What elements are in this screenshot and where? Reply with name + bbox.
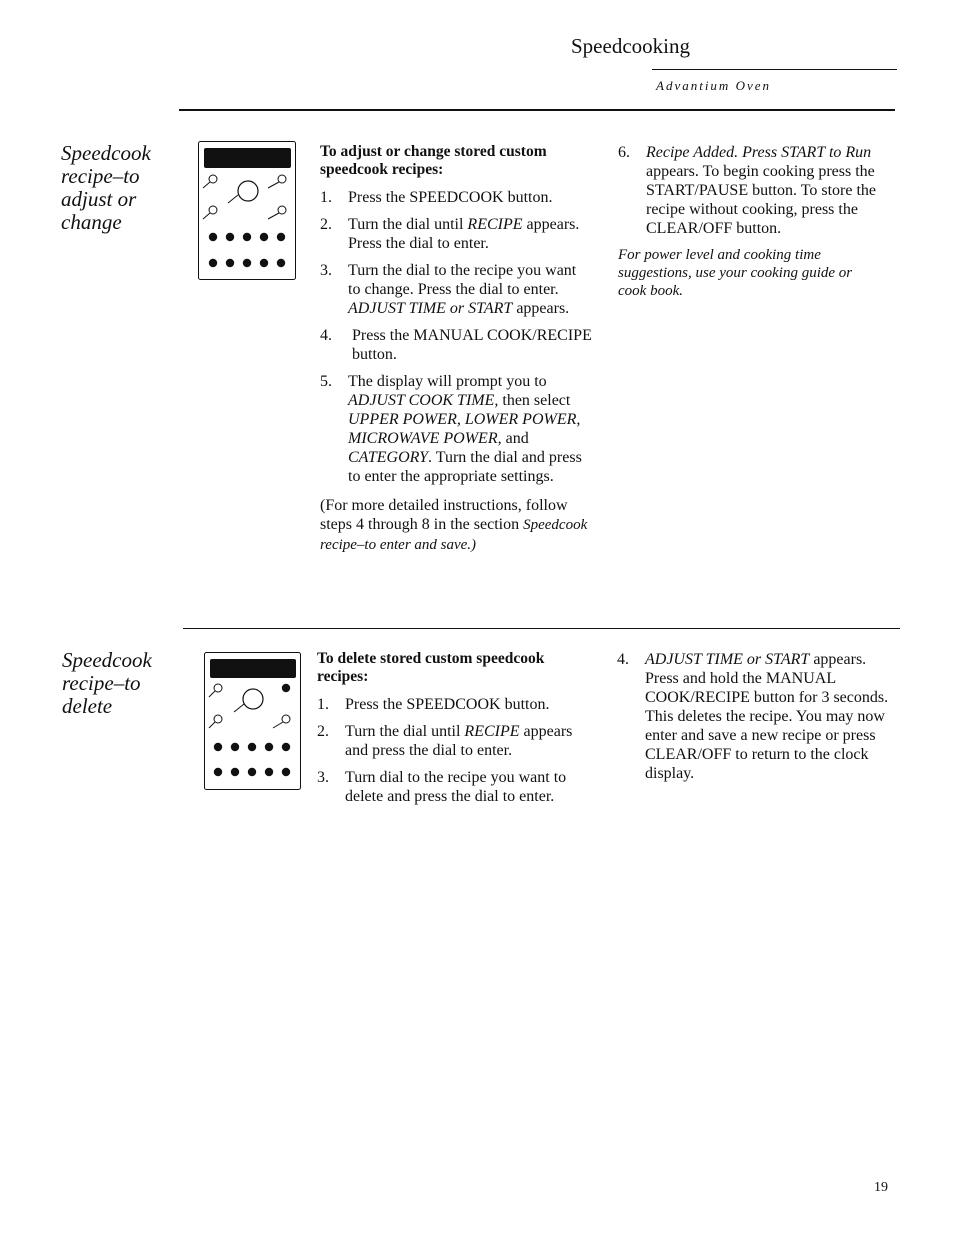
control-panel-illustration xyxy=(204,652,301,790)
section1-lead: To adjust or change stored custom speedcook recipes: xyxy=(320,143,547,178)
list-item: 1. Press the SPEEDCOOK button. xyxy=(320,189,553,206)
header-subtitle: Advantium Oven xyxy=(656,78,772,93)
section1-tip: For power level and cooking time suggestions, use your cooking guide or cook book. xyxy=(618,247,853,299)
control-panel-illustration xyxy=(198,141,296,280)
header-rule xyxy=(652,69,897,70)
list-item: 2. Turn the dial until RECIPE appears and press the dial to enter. xyxy=(317,723,573,759)
section-divider xyxy=(183,628,900,629)
section1-note: (For more detailed instructions, follow steps 4 through 8 in the section Speedcook recipe–to enter and save.) xyxy=(320,497,588,553)
list-item: 6. Recipe Added. Press START to Run appears. To begin cooking press the START/PAUSE button. To store the recipe without cooking, press the CLEAR/OFF button. xyxy=(618,144,876,237)
list-item: 1. Press the SPEEDCOOK button. xyxy=(317,696,550,713)
section2-steps-cont xyxy=(617,650,899,783)
section2-lead: To delete stored custom speedcook recipes: xyxy=(317,650,545,685)
section1-column2 xyxy=(618,143,898,300)
list-item: 3. Turn the dial to the recipe you want to change. Press the dial to enter. ADJUST TIME or START appears. xyxy=(320,262,577,317)
section1-steps xyxy=(320,188,592,486)
list-item: 4. Press the MANUAL COOK/RECIPE button. xyxy=(320,327,592,363)
dial-icon xyxy=(238,181,258,201)
display-screen xyxy=(204,148,291,168)
header-title: Speedcooking xyxy=(571,34,690,58)
list-item: 4. ADJUST TIME or START appears. Press and hold the MANUAL COOK/RECIPE button for 3 seconds. This deletes the recipe. You may now enter and save a new recipe or press CLEAR/OFF to return to the clock display. xyxy=(617,651,889,782)
section1-steps-cont xyxy=(618,143,898,238)
display-screen xyxy=(210,659,296,678)
section1-title: Speedcook recipe–to adjust or change xyxy=(61,141,151,234)
section2-column1 xyxy=(317,650,587,814)
list-item: 2. Turn the dial until RECIPE appears. Press the dial to enter. xyxy=(320,216,580,252)
section1-column1 xyxy=(320,143,592,555)
list-item: 3. Turn dial to the recipe you want to delete and press the dial to enter. xyxy=(317,769,567,805)
section2-title: Speedcook recipe–to delete xyxy=(62,648,152,718)
dial-icon xyxy=(243,689,263,709)
top-divider xyxy=(179,109,895,111)
section2-steps xyxy=(317,695,587,806)
list-item: 5. The display will prompt you to ADJUST COOK TIME, then select UPPER POWER, LOWER POWER, MICROWAVE POWER, and CATEGORY. Turn the dial and press to enter the appropriate settings. xyxy=(320,373,582,485)
page-number: 19 xyxy=(874,1180,888,1195)
section2-column2 xyxy=(617,650,899,791)
